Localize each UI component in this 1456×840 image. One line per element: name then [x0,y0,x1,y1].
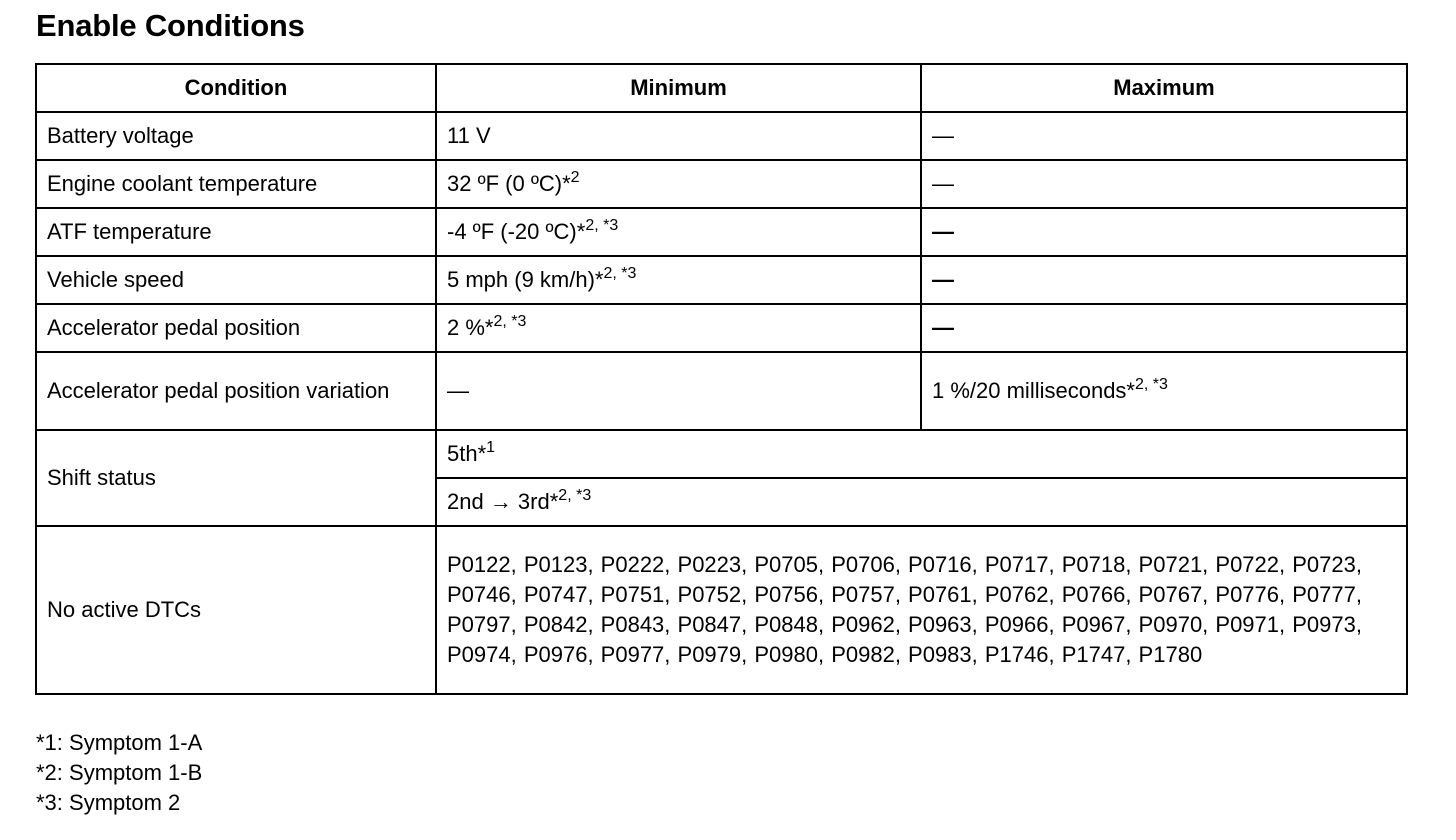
value-text: 1 %/20 milliseconds* [932,378,1135,403]
value-text: 2nd → 3rd* [447,489,559,514]
footnote: *1: Symptom 1-A [36,730,203,755]
dtc-list-cell [436,526,1407,694]
table-row [36,352,1407,430]
minimum-cell [436,304,921,352]
table-row [36,160,1407,208]
footnote: *2: Symptom 1-B [36,760,203,785]
minimum-cell [436,256,921,304]
value-text: -4 ºF (-20 ºC)* [447,219,586,244]
table-row [36,112,1407,160]
footnote-ref: 2, *3 [1134,376,1168,393]
condition-cell: Engine coolant temperature [36,160,436,208]
minimum-cell: 11 V [436,112,921,160]
condition-cell: Vehicle speed [36,256,436,304]
table-row [36,526,1407,694]
condition-cell: Battery voltage [36,112,436,160]
footnote-ref: 2 [570,169,580,186]
maximum-cell: — [921,256,1407,304]
value-text: 5th* [447,441,487,466]
minimum-cell [436,208,921,256]
maximum-cell: — [921,208,1407,256]
dtc-list: P0122, P0123, P0222, P0223, P0705, P0706, P0716, P0717, P0718, P0721, P0722, P0723, P0746, P0747, P0751, P0752, P0756, P0757, P0761, P0762, P0766, P0767, P0776, P0777, P0797, P0842, P0843, P0847, P0848, P0962, P0963, P0966, P0967, P0970, P0971, P0973, P0974, P0976, P0977, P0979, P0980, P0982, P0983, P1746, P1747, P1780 [447,552,1362,667]
header-condition: Condition [36,64,436,112]
maximum-cell [921,352,1407,430]
minimum-cell [436,160,921,208]
condition-cell: Accelerator pedal position variation [36,352,436,430]
header-minimum: Minimum [436,64,921,112]
footnote-ref: 2, *3 [558,487,592,504]
footnote-ref: 1 [486,439,496,456]
value-text: 5 mph (9 km/h)* [447,267,604,292]
condition-cell: ATF temperature [36,208,436,256]
minimum-cell: — [436,352,921,430]
table-row [36,256,1407,304]
maximum-cell: — [921,112,1407,160]
table-row [36,430,1407,478]
table-row [36,208,1407,256]
condition-cell: No active DTCs [36,526,436,694]
table-row [36,304,1407,352]
footnote-ref: 2, *3 [493,313,527,330]
footnote-ref: 2, *3 [585,217,619,234]
footnote: *3: Symptom 2 [36,790,181,815]
table-header-row [36,64,1407,112]
condition-cell: Shift status [36,430,436,526]
page-title: Enable Conditions [36,8,305,43]
maximum-cell: — [921,160,1407,208]
value-text: 32 ºF (0 ºC)* [447,171,571,196]
footnote-ref: 2, *3 [603,265,637,282]
enable-conditions-table [35,63,1408,695]
value-cell [436,478,1407,526]
value-text: 2 %* [447,315,494,340]
value-cell [436,430,1407,478]
condition-cell: Accelerator pedal position [36,304,436,352]
header-maximum: Maximum [921,64,1407,112]
footnotes [36,728,202,818]
maximum-cell: — [921,304,1407,352]
